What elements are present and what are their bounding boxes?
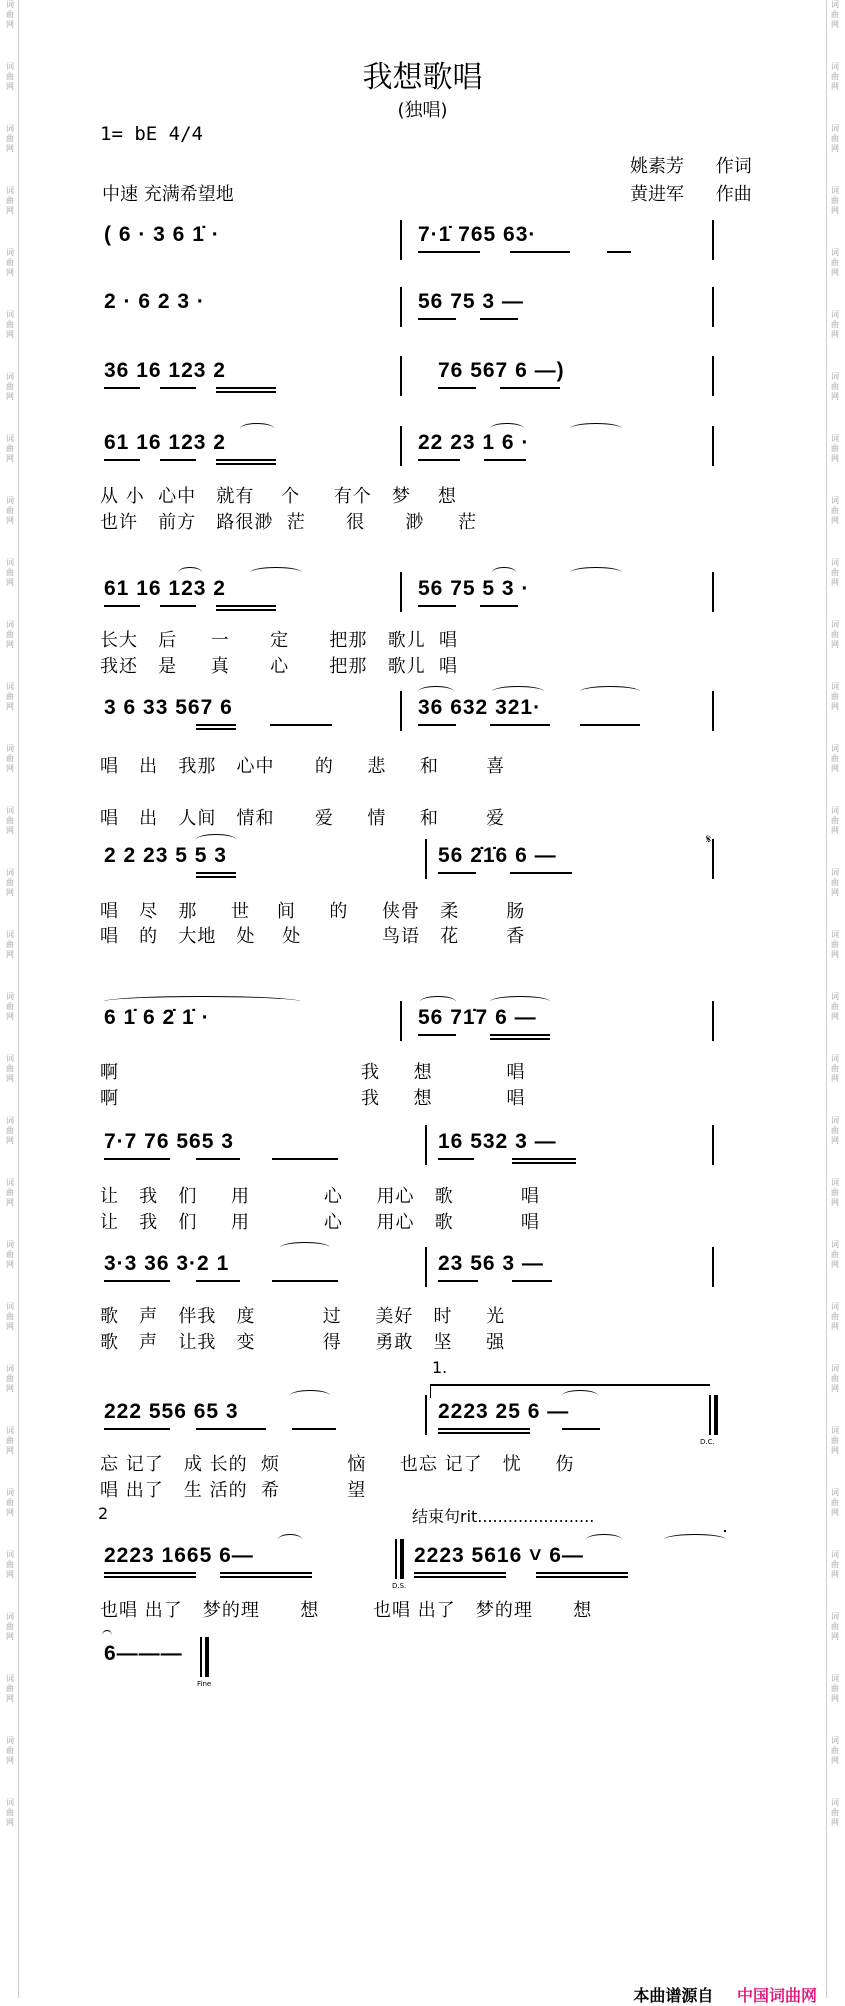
bar-line [712, 356, 714, 396]
lyric-line: 唱 尽 那 世 间 的 侠骨 柔 肠 [100, 901, 526, 922]
watermark: 词 曲 网 [6, 620, 14, 649]
score-row [0, 686, 845, 746]
lyricist-credit [630, 152, 752, 178]
watermark: 词 曲 网 [831, 186, 839, 215]
underline [562, 1428, 600, 1430]
measure-notes: 3·3 36 3·2 1 [104, 1252, 230, 1275]
watermark: 词 曲 网 [831, 1116, 839, 1145]
score-row [0, 1240, 845, 1300]
watermark: 词 曲 网 [831, 372, 839, 401]
slur [290, 1390, 330, 1401]
lyric-line: 唱 出了 生 活的 希 望 [100, 1480, 367, 1501]
score-row [0, 1630, 845, 1690]
bar-line [400, 356, 402, 396]
watermark: 词 曲 网 [831, 1302, 839, 1331]
score-row [0, 567, 845, 627]
underline [414, 1572, 506, 1574]
measure-notes: 222 556 65 3 [104, 1400, 239, 1423]
watermark: 词 曲 网 [6, 310, 14, 339]
watermark: 词 曲 网 [6, 124, 14, 153]
underline [418, 1034, 456, 1036]
lyric-line: 我还 是 真 心 把那 歌儿 唱 [100, 656, 459, 677]
underline [512, 1158, 576, 1160]
watermark: 词 曲 网 [6, 186, 14, 215]
underline [418, 724, 456, 726]
slur [196, 834, 236, 845]
bar-line [712, 691, 714, 731]
score-row [0, 1118, 845, 1178]
bar-line [200, 1637, 202, 1677]
song-title: 我想歌唱 [362, 60, 483, 95]
watermark: 词 曲 网 [831, 496, 839, 525]
underline [216, 609, 276, 611]
lyric-line: 唱 的 大地 处 处 鸟语 花 香 [100, 926, 526, 947]
bar-line [709, 1395, 711, 1435]
watermark: 词 曲 网 [831, 1488, 839, 1517]
watermark: 词 曲 网 [831, 1674, 839, 1703]
measure-notes: ( 6 · 3 6 1̇ · [104, 223, 220, 246]
watermark: 词 曲 网 [831, 992, 839, 1021]
measure-notes: 2223 5616 ˅ 6— [414, 1544, 584, 1567]
watermark: 词 曲 网 [6, 1116, 14, 1145]
lyric-line: 啊 我 想 唱 [100, 1062, 526, 1083]
underline [484, 459, 526, 461]
song-subtitle: (独唱) [397, 100, 448, 121]
underline [104, 1158, 170, 1160]
underline [490, 1034, 550, 1036]
watermark: 词 曲 网 [831, 1054, 839, 1083]
key-signature: 1= bE 4/4 [100, 123, 203, 145]
underline [216, 391, 276, 393]
slur [490, 423, 524, 434]
lyric-line: 从 小 心中 就有 个 有个 梦 想 [100, 486, 457, 507]
lyric-line: 啊 我 想 唱 [100, 1088, 526, 1109]
double-bar-line [400, 1539, 404, 1579]
underline [216, 387, 276, 389]
slur [580, 686, 640, 697]
watermark: 词 曲 网 [831, 1240, 839, 1269]
bar-line [425, 839, 427, 879]
watermark: 词 曲 网 [6, 682, 14, 711]
underline [160, 459, 196, 461]
underline [216, 463, 276, 465]
slur [240, 423, 274, 434]
watermark: 词 曲 网 [831, 1178, 839, 1207]
watermark: 词 曲 网 [6, 1302, 14, 1331]
underline [292, 1428, 336, 1430]
underline [220, 1572, 312, 1574]
underline [104, 387, 140, 389]
measure-notes: 2223 25 6 — [438, 1400, 570, 1423]
score-row [0, 423, 845, 483]
underline [480, 318, 518, 320]
bar-line [712, 1001, 714, 1041]
watermark: 词 曲 网 [831, 124, 839, 153]
measure-notes: 61 16 123 2 [104, 431, 226, 454]
slur [664, 1534, 726, 1545]
underline [104, 1576, 196, 1578]
bar-line [400, 572, 402, 612]
watermark: 词 曲 网 [831, 1736, 839, 1765]
measure-notes: 76 567 6 —) [438, 359, 565, 382]
bar-line [712, 220, 714, 260]
tie-end [724, 1530, 726, 1532]
measure-notes: 36 632 321· [418, 696, 542, 719]
volta-bracket [430, 1384, 710, 1386]
underline [196, 872, 236, 874]
watermark: 词 曲 网 [6, 1488, 14, 1517]
underline [490, 1038, 550, 1040]
segno-mark: 𝄋 [706, 832, 712, 846]
underline [160, 387, 196, 389]
double-bar-line [205, 1637, 209, 1677]
measure-notes: 22 23 1 6 · [418, 431, 530, 454]
underline [418, 459, 460, 461]
watermark: 词 曲 网 [6, 1612, 14, 1641]
score-row [0, 994, 845, 1054]
underline [216, 605, 276, 607]
footer-source-label: 本曲谱源自 [633, 1986, 714, 2005]
bar-line [712, 839, 714, 879]
watermark: 词 曲 网 [831, 1426, 839, 1455]
underline [104, 605, 140, 607]
underline [607, 251, 631, 253]
watermark: 词 曲 网 [6, 1426, 14, 1455]
slur [250, 567, 302, 578]
watermark: 词 曲 网 [831, 868, 839, 897]
composer-role: 作曲 [715, 184, 752, 205]
underline [490, 724, 550, 726]
slur [490, 996, 550, 1007]
watermark: 词 曲 网 [831, 310, 839, 339]
slur [570, 423, 622, 434]
bar-line [712, 1125, 714, 1165]
underline [160, 605, 196, 607]
watermark: 词 曲 网 [831, 1550, 839, 1579]
bar-line [712, 426, 714, 466]
measure-notes: 3 6 33 567 6 [104, 696, 233, 719]
underline [438, 1158, 474, 1160]
score-row [0, 1530, 845, 1590]
measure-notes: 6 1̇ 6 2̇ 1̇ · [104, 1006, 210, 1029]
volta-1-label: 1. [432, 1358, 448, 1377]
underline [220, 1576, 312, 1578]
underline [270, 724, 332, 726]
measure-notes: 61 16 123 2 [104, 577, 226, 600]
underline [512, 1280, 552, 1282]
volta-2-label: 2 [98, 1504, 109, 1523]
bar-line [712, 287, 714, 327]
score-row [0, 287, 845, 347]
watermark: 词 曲 网 [831, 558, 839, 587]
slur [102, 1630, 112, 1641]
underline [580, 724, 640, 726]
underline [536, 1572, 628, 1574]
watermark: 词 曲 网 [831, 744, 839, 773]
watermark: 词 曲 网 [831, 930, 839, 959]
ds-mark: D.S. [392, 1582, 407, 1590]
lyric-line: 忘 记了 成 长的 烦 恼 也忘 记了 忧 伤 [100, 1454, 575, 1475]
underline [196, 1280, 240, 1282]
bar-line [400, 220, 402, 260]
underline [510, 872, 572, 874]
double-bar-line [714, 1395, 718, 1435]
watermark: 词 曲 网 [831, 682, 839, 711]
score-row [0, 220, 845, 280]
lyric-line: 让 我 们 用 心 用心 歌 唱 [100, 1186, 540, 1207]
slur [278, 1534, 302, 1545]
slur [280, 1242, 330, 1253]
underline [418, 251, 480, 253]
slur [562, 1390, 598, 1401]
watermark: 词 曲 网 [831, 434, 839, 463]
underline [196, 1428, 266, 1430]
measure-notes: 2223 1665 6— [104, 1544, 254, 1567]
underline [500, 387, 560, 389]
measure-notes: 56 75 3 — [418, 290, 524, 313]
lyric-line: 长大 后 一 定 把那 歌儿 唱 [100, 630, 459, 651]
slur [570, 567, 622, 578]
underline [438, 1432, 530, 1434]
underline [438, 387, 476, 389]
lyric-line: 也唱 出了 梦的理 想 也唱 出了 梦的理 想 [100, 1600, 593, 1621]
watermark: 词 曲 网 [831, 1612, 839, 1641]
volta-bracket [430, 1384, 431, 1398]
watermark: 词 曲 网 [6, 1736, 14, 1765]
watermark: 词 曲 网 [6, 372, 14, 401]
measure-notes: 2 · 6 2 3 · [104, 290, 205, 313]
underline [438, 1280, 478, 1282]
lyric-line: 唱 出 我那 心中 的 悲 和 喜 [100, 756, 506, 777]
lyric-line: 歌 声 伴我 度 过 美好 时 光 [100, 1306, 506, 1327]
bar-line [400, 1001, 402, 1041]
watermark: 词 曲 网 [6, 558, 14, 587]
slur [104, 996, 300, 1007]
underline [196, 1158, 240, 1160]
underline [438, 1428, 530, 1430]
watermark: 词 曲 网 [6, 1674, 14, 1703]
watermark: 词 曲 网 [831, 1364, 839, 1393]
watermark: 词 曲 网 [831, 1798, 839, 1827]
fine-mark: Fine [197, 1680, 212, 1688]
watermark: 词 曲 网 [6, 992, 14, 1021]
measure-notes: 23 56 3 — [438, 1252, 544, 1275]
underline [438, 872, 476, 874]
measure-notes: 16 532 3 — [438, 1130, 557, 1153]
lyric-line: 唱 出 人间 情和 爱 情 和 爱 [100, 808, 506, 829]
measure-notes: 36 16 123 2 [104, 359, 226, 382]
underline [216, 459, 276, 461]
underline [104, 1280, 170, 1282]
underline [104, 1572, 196, 1574]
underline [196, 728, 236, 730]
watermark: 词 曲 网 [6, 1550, 14, 1579]
lyric-line: 歌 声 让我 变 得 勇敢 坚 强 [100, 1332, 506, 1353]
watermark: 词 曲 网 [6, 496, 14, 525]
underline [480, 605, 518, 607]
underline [536, 1576, 628, 1578]
bar-line [712, 1247, 714, 1287]
bar-line [712, 572, 714, 612]
watermark: 词 曲 网 [6, 434, 14, 463]
watermark: 词 曲 网 [6, 868, 14, 897]
watermark: 词 曲 网 [831, 806, 839, 835]
slur [492, 686, 544, 697]
score-row [0, 832, 845, 892]
bar-line [425, 1247, 427, 1287]
watermark: 词 曲 网 [6, 0, 14, 29]
underline [512, 1162, 576, 1164]
underline [104, 1428, 170, 1430]
measure-notes: 7·7 76 565 3 [104, 1130, 234, 1153]
underline [414, 1576, 506, 1578]
measure-notes: 2 2 23 5 5 3 [104, 844, 227, 867]
footer [633, 1983, 817, 2006]
tempo-marking: 中速 充满希望地 [102, 184, 234, 205]
underline [418, 605, 456, 607]
watermark: 词 曲 网 [6, 1798, 14, 1827]
watermark: 词 曲 网 [831, 62, 839, 91]
measure-notes: 56 75 5 3 · [418, 577, 530, 600]
footer-site-link[interactable]: 中国词曲网 [736, 1986, 817, 2005]
bar-line [400, 426, 402, 466]
watermark: 词 曲 网 [6, 806, 14, 835]
bar-line [425, 1395, 427, 1435]
lyric-line: 也许 前方 路很渺 茫 很 渺 茫 [100, 512, 478, 533]
watermark: 词 曲 网 [6, 744, 14, 773]
bar-line [425, 1125, 427, 1165]
composer-credit [630, 180, 752, 206]
slur [492, 567, 516, 578]
underline [196, 724, 236, 726]
slur [178, 567, 202, 578]
underline [196, 876, 236, 878]
composer-name: 黄进军 [630, 184, 684, 205]
measure-notes: 56 2̇1̇6 6 — [438, 844, 557, 867]
bar-line [400, 691, 402, 731]
score-row [0, 356, 845, 416]
measure-notes: 6——— [104, 1642, 183, 1665]
lyricist-name: 姚素芳 [630, 156, 684, 177]
lyricist-role: 作词 [715, 156, 752, 177]
underline [104, 459, 140, 461]
watermark: 词 曲 网 [6, 62, 14, 91]
ending-label: 结束句rit....................... [412, 1507, 595, 1526]
lyric-line: 让 我 们 用 心 用心 歌 唱 [100, 1212, 540, 1233]
watermark: 词 曲 网 [6, 1364, 14, 1393]
watermark: 词 曲 网 [6, 248, 14, 277]
measure-notes: 56 71̇7 6 — [418, 1006, 537, 1029]
slur [418, 686, 454, 697]
measure-notes: 7·1̇ 765 63· [418, 223, 537, 246]
underline [418, 318, 456, 320]
watermark: 词 曲 网 [831, 0, 839, 29]
watermark: 词 曲 网 [6, 1240, 14, 1269]
dc-mark: D.C. [700, 1438, 715, 1446]
bar-line [400, 287, 402, 327]
watermark: 词 曲 网 [6, 930, 14, 959]
underline [272, 1280, 338, 1282]
slur [420, 996, 456, 1007]
bar-line [395, 1539, 397, 1579]
watermark: 词 曲 网 [831, 620, 839, 649]
watermark: 词 曲 网 [6, 1178, 14, 1207]
watermark: 词 曲 网 [6, 1054, 14, 1083]
watermark: 词 曲 网 [831, 248, 839, 277]
underline [510, 251, 570, 253]
slur [586, 1534, 622, 1545]
score-row [0, 1384, 845, 1444]
underline [272, 1158, 338, 1160]
